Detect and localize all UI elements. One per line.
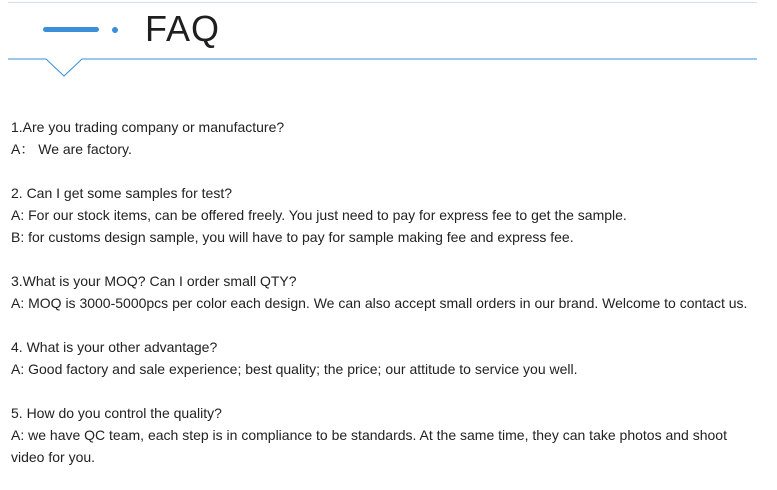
faq-answer: B: for customs design sample, you will have to pay for sample making fee and express fee. [11,229,574,245]
faq-item-2 [11,182,771,248]
faq-list [11,116,771,490]
faq-answer: A： We are factory. [11,141,132,157]
faq-question: 2. Can I get some samples for test? [11,185,232,201]
faq-question: 4. What is your other advantage? [11,339,218,355]
faq-item-4 [11,336,771,380]
faq-answer: A: we have QC team, each step is in compliance to be standards. At the same time, they can take photos and shoot video for you. [11,427,727,465]
faq-answer: A: Good factory and sale experience; best quality; the price; our attitude to service you well. [11,361,578,377]
accent-dot [112,27,118,33]
header-underline [0,48,777,80]
faq-answer: A: MOQ is 3000-5000pcs per color each design. We can also accept small orders in our brand. Welcome to contact us. [11,295,748,311]
faq-item-5 [11,402,771,468]
faq-item-1 [11,116,771,160]
accent-bar [43,27,99,32]
faq-header [0,0,777,80]
faq-question: 1.Are you trading company or manufacture? [11,119,285,135]
faq-question: 3.What is your MOQ? Can I order small QTY? [11,273,297,289]
faq-question: 5. How do you control the quality? [11,405,222,421]
page-title: FAQ [145,8,221,49]
faq-answer: A: For our stock items, can be offered freely. You just need to pay for express fee to get the sample. [11,207,627,223]
faq-item-3 [11,270,771,314]
